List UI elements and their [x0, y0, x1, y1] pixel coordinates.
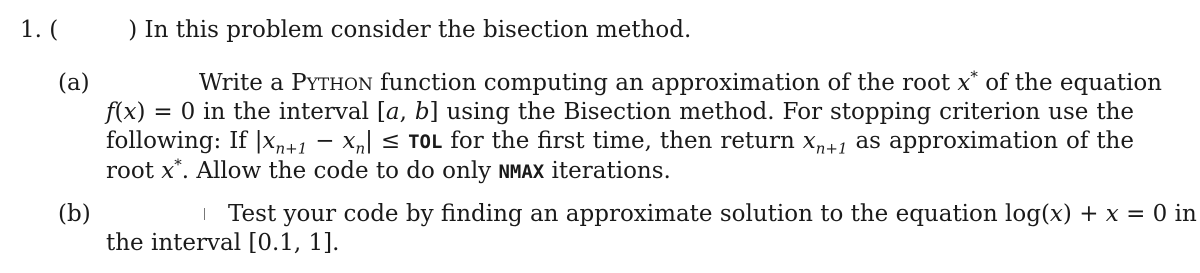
open-paren: (	[49, 17, 59, 43]
math-x: x	[957, 70, 971, 96]
problem-heading	[20, 15, 691, 45]
math-star: *	[970, 67, 978, 86]
math-sub-n: n	[355, 139, 366, 158]
part-b-label: (b)	[58, 201, 91, 227]
code-tol: TOL	[408, 131, 443, 153]
part-a-text: as approximation of the	[847, 128, 1134, 154]
part-a-text: iterations.	[544, 158, 671, 184]
close-paren: )	[128, 17, 138, 43]
problem-number: 1.	[20, 17, 42, 43]
math-f: f	[106, 99, 115, 125]
part-a-line-4	[106, 156, 671, 187]
python-smallcaps: YTHON	[306, 75, 373, 95]
part-a-line-1	[199, 67, 1162, 100]
part-a-text: −	[307, 128, 343, 154]
part-b-text: Test your code by finding an approximate solution to the equation log(	[228, 201, 1050, 227]
part-b-text: ) +	[1062, 201, 1106, 227]
part-a-text: root	[106, 158, 162, 184]
part-a-text: ,	[399, 99, 415, 125]
part-a-text: for the first time, then return	[442, 128, 803, 154]
math-star: *	[174, 155, 182, 174]
part-a-text: . Allow the code to do only	[181, 158, 499, 184]
code-nmax: NMAX	[498, 161, 545, 183]
part-b-line-1	[228, 199, 1197, 229]
math-x: x	[802, 128, 816, 154]
math-x: x	[342, 128, 356, 154]
math-x: x	[1049, 201, 1063, 227]
math-x: x	[123, 99, 137, 125]
part-a-text: function computing an approximation of the root	[372, 70, 958, 96]
part-a-text: Write a	[199, 70, 292, 96]
problem-intro: In this problem consider the bisection method.	[144, 17, 692, 43]
part-a-line-2	[106, 97, 1134, 127]
math-sub-n1: n+1	[815, 139, 848, 158]
math-b: b	[414, 99, 430, 125]
part-a-line-3	[106, 126, 1134, 157]
part-a-text: ] using the Bisection method. For stopping criterion use the	[429, 99, 1135, 125]
part-b-text: = 0 in	[1118, 201, 1197, 227]
part-a-text: of the equation	[977, 70, 1162, 96]
math-sub-n1: n+1	[275, 139, 308, 158]
part-a-text: following: If |	[106, 128, 263, 154]
part-a-label: (a)	[58, 70, 90, 96]
python-initial: P	[291, 70, 307, 96]
math-x: x	[161, 158, 175, 184]
math-x: x	[1105, 201, 1119, 227]
margin-mark	[204, 208, 205, 220]
math-a: a	[385, 99, 400, 125]
math-x: x	[262, 128, 276, 154]
part-a-text: (	[114, 99, 124, 125]
part-a-text: ) = 0 in the interval [	[136, 99, 386, 125]
part-b-line-2: the interval [0.1, 1].	[106, 230, 340, 256]
part-a-text: | ≤	[365, 128, 409, 154]
